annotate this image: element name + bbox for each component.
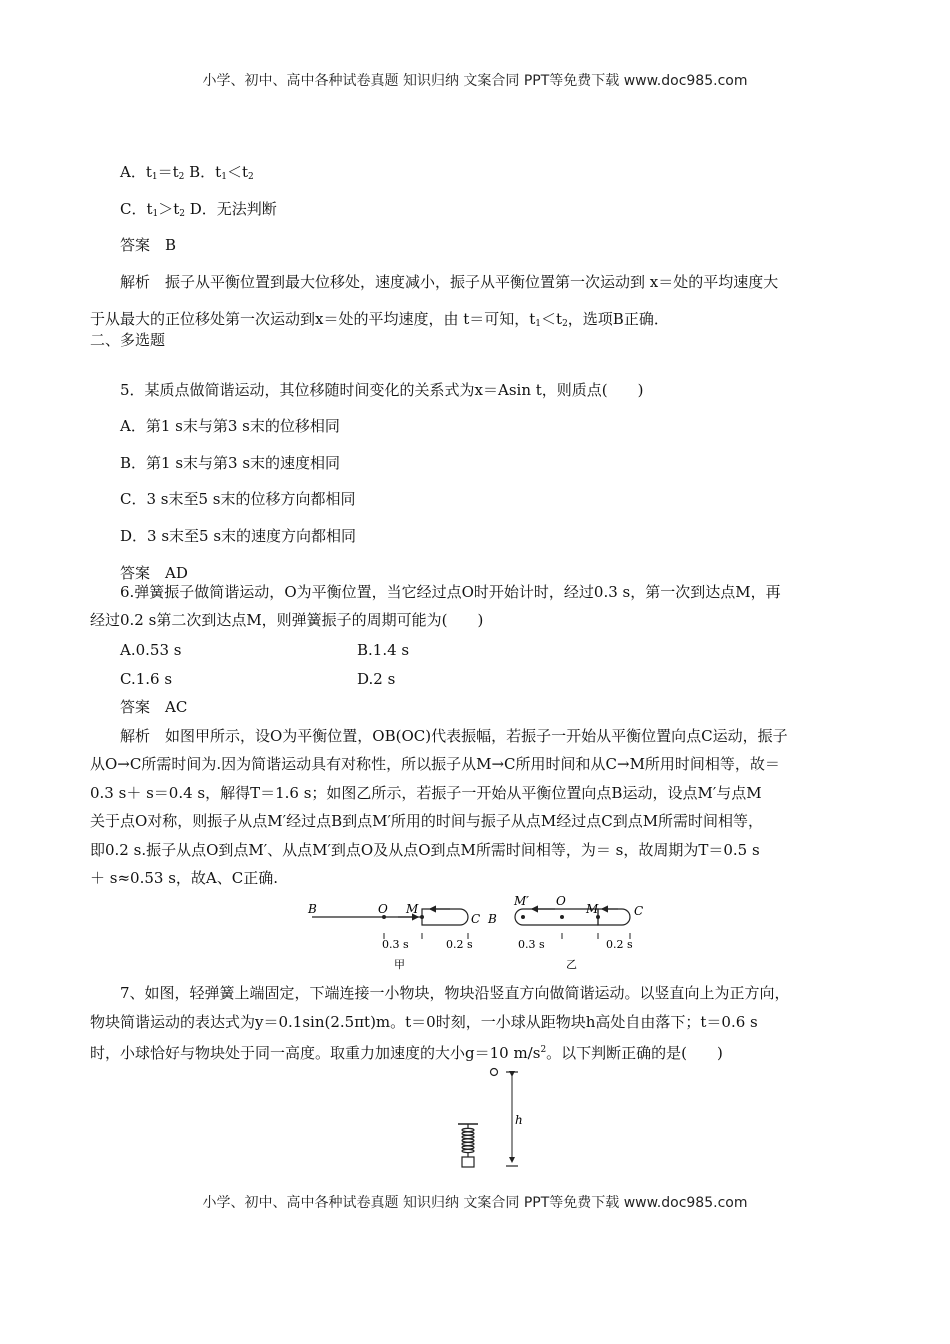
jia-caption: 甲 <box>394 958 405 971</box>
q5-option-d: D．3 s末至5 s末的速度方向都相同 <box>120 527 357 545</box>
jia-point-m <box>420 915 424 919</box>
yi-label-c: C <box>634 904 644 918</box>
q5-option-a: A．第1 s末与第3 s末的位移相同 <box>120 417 340 435</box>
yi-label-mprime: M′ <box>514 894 530 908</box>
q6-analysis-line3: 0.3 s＋ s＝0.4 s，解得T＝1.6 s；如图乙所示，若振子一开始从平衡位置向点B运动，设点M′与点M <box>90 784 762 802</box>
yi-time-1: 0.3 s <box>518 938 545 951</box>
q5-stem: 5．某质点做简谐运动，其位移随时间变化的关系式为x＝Asin t，则质点( ) <box>120 381 644 399</box>
q6-option-b: B.1.4 s <box>357 641 410 659</box>
yi-point-mprime <box>521 915 525 919</box>
page-footer: 小学、初中、高中各种试卷真题 知识归纳 文案合同 PPT等免费下载 www.doc985.com <box>202 1195 748 1211</box>
jia-label-o: O <box>378 902 388 916</box>
yi-label-b: B <box>488 912 497 926</box>
q7-stem-line2: 物块简谐运动的表达式为y＝0.1sin(2.5πt)m。t＝0时刻，一小球从距物块h高处自由落下；t＝0.6 s <box>90 1013 758 1031</box>
q6-option-d: D.2 s <box>357 670 396 688</box>
jia-time-2: 0.2 s <box>446 938 473 951</box>
q6-answer: 答案 AC <box>120 698 188 716</box>
yi-label-o: O <box>556 894 566 908</box>
spring-ball-diagram <box>450 1064 530 1176</box>
q6-analysis-line4: 关于点O对称，则振子从点M′经过点B到点M′所用的时间与振子从点M经过点C到点M所需时间相等， <box>90 812 764 830</box>
q6-stem-line1: 6.弹簧振子做简谐运动，O为平衡位置，当它经过点O时开始计时，经过0.3 s，第一次到达点M，再 <box>120 583 781 601</box>
block <box>462 1157 474 1167</box>
q4-analysis-line1: 解析 振子从平衡位置到最大位移处，速度减小，振子从平衡位置第一次运动到 x＝处的平均速度大 <box>120 273 779 291</box>
q7-stem-line1: 7、如图，轻弹簧上端固定，下端连接一小物块，物块沿竖直方向做简谐运动。以竖直向上为正方向， <box>120 984 790 1002</box>
falling-ball <box>491 1069 498 1076</box>
jia-label-b: B <box>308 902 317 916</box>
q4-answer: 答案 B <box>120 236 177 254</box>
yi-label-m: M <box>586 902 599 916</box>
page-header: 小学、初中、高中各种试卷真题 知识归纳 文案合同 PPT等免费下载 www.doc985.com <box>202 73 748 89</box>
yi-time-2: 0.2 s <box>606 938 633 951</box>
jia-time-1: 0.3 s <box>382 938 409 951</box>
q5-option-b: B．第1 s末与第3 s末的速度相同 <box>120 454 341 472</box>
oscillation-diagram <box>300 893 670 973</box>
yi-right-loop <box>598 909 630 925</box>
q6-analysis-line2: 从O→C所需时间为.因为简谐运动具有对称性，所以振子从M→C所用时间和从C→M所用时间相等，故＝ <box>90 755 780 773</box>
figure-yi <box>487 894 643 971</box>
q5-answer: 答案 AD <box>120 564 188 582</box>
q4-analysis-line2: 于从最大的正位移处第一次运动到x＝处的平均速度，由 t＝可知，$t_1<t_2$，选项B正确． <box>90 310 669 329</box>
yi-caption: 乙 <box>566 958 577 971</box>
q5-option-c: C．3 s末至5 s末的位移方向都相同 <box>120 490 356 508</box>
q6-analysis-line5: 即0.2 s.振子从点O到点M′、从点M′到点O及从点O到点M所需时间相等，为＝ s，故周期为T＝0.5 s <box>90 841 760 859</box>
section-title-multi-choice: 二、多选题 <box>90 331 166 349</box>
q6-analysis-line6: ＋ s≈0.53 s，故A、C正确. <box>90 869 278 887</box>
yi-point-o <box>560 915 564 919</box>
q4-options-cd: C．$t_1>t_2$ D．无法判断 <box>120 200 277 219</box>
q6-option-a: A.0.53 s <box>120 641 182 659</box>
q7-stem-line3: 时，小球恰好与物块处于同一高度。取重力加速度的大小g＝10 $m/s^2$。以下判断正确的是( ) <box>90 1044 723 1062</box>
q4-options-ab: A．$t_1=t_2$ B．$t_1<t_2$ <box>120 163 254 182</box>
h-label: h <box>515 1113 523 1127</box>
q6-option-c: C.1.6 s <box>120 670 173 688</box>
jia-label-m: M <box>406 902 419 916</box>
jia-label-c: C <box>471 912 481 926</box>
jia-return-loop <box>422 909 468 925</box>
spring-coils <box>462 1124 474 1157</box>
figure-jia <box>307 902 480 971</box>
q6-stem-line2: 经过0.2 s第二次到达点M，则弹簧振子的周期可能为( ) <box>90 611 484 629</box>
q6-analysis-line1: 解析 如图甲所示，设O为平衡位置，OB(OC)代表振幅，若振子一开始从平衡位置向点C运动，振子 <box>120 727 788 745</box>
